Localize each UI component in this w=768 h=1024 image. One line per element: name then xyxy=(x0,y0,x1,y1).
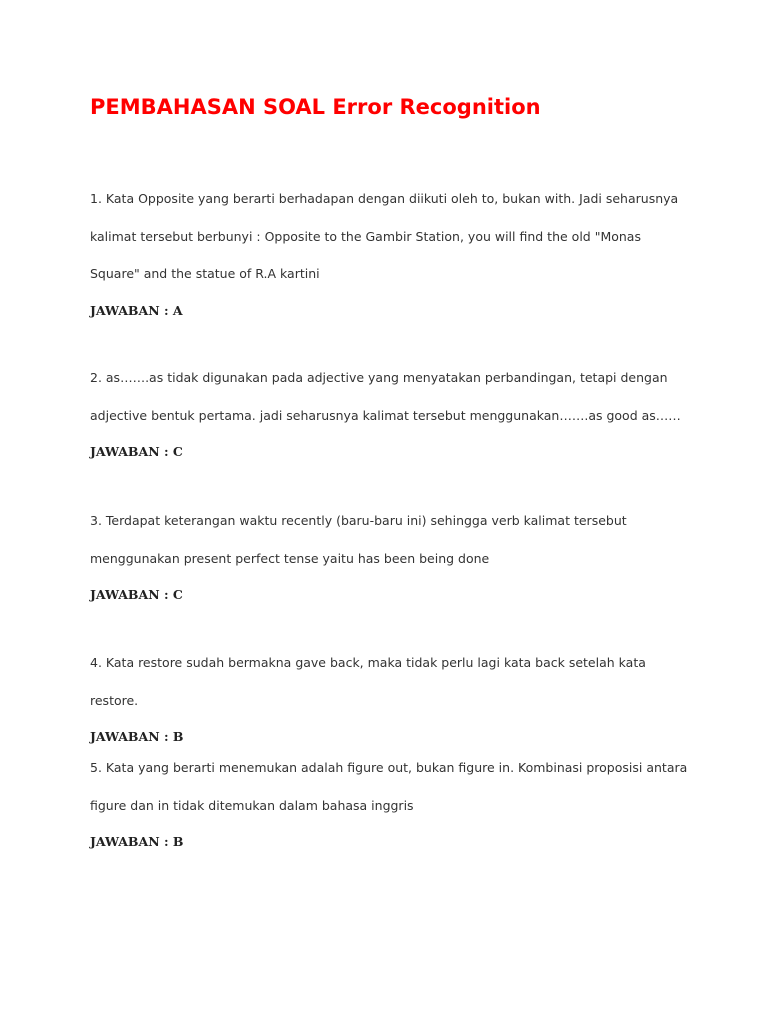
discussion-text: 2. as…….as tidak digunakan pada adjective yang menyatakan perbandingan, tetapi dengan adjective bentuk pertama. jadi seharusnya kalimat tersebut menggunakan…….as good as…… xyxy=(90,370,681,423)
discussion-text: 5. Kata yang berarti menemukan adalah figure out, bukan figure in. Kombinasi proposisi antara figure dan in tidak ditemukan dalam bahasa inggris xyxy=(90,760,688,813)
discussion-text: 4. Kata restore sudah bermakna gave back, maka tidak perlu lagi kata back setelah kata restore. xyxy=(90,655,646,708)
discussion-item-1 xyxy=(90,180,690,321)
discussion-item-3 xyxy=(90,502,690,605)
discussion-text: 3. Terdapat keterangan waktu recently (baru-baru ini) sehingga verb kalimat tersebut menggunakan present perfect tense yaitu has been being done xyxy=(90,513,627,566)
discussion-text: 1. Kata Opposite yang berarti berhadapan dengan diikuti oleh to, bukan with. Jadi seharusnya kalimat tersebut berbunyi : Opposite to the Gambir Station, you will find the old "Monas Square" and the statue of R.A kartini xyxy=(90,191,679,281)
discussion-item-4 xyxy=(90,644,690,747)
answer-label: JAWABAN : B xyxy=(90,729,184,744)
discussion-item-2 xyxy=(90,359,690,462)
answer-label: JAWABAN : A xyxy=(90,302,183,318)
page-title: PEMBAHASAN SOAL Error Recognition xyxy=(90,95,541,119)
answer-label: JAWABAN : C xyxy=(90,444,183,459)
answer-label: JAWABAN : B xyxy=(90,834,184,849)
answer-label: JAWABAN : C xyxy=(90,587,183,602)
discussion-item-5 xyxy=(90,749,690,852)
